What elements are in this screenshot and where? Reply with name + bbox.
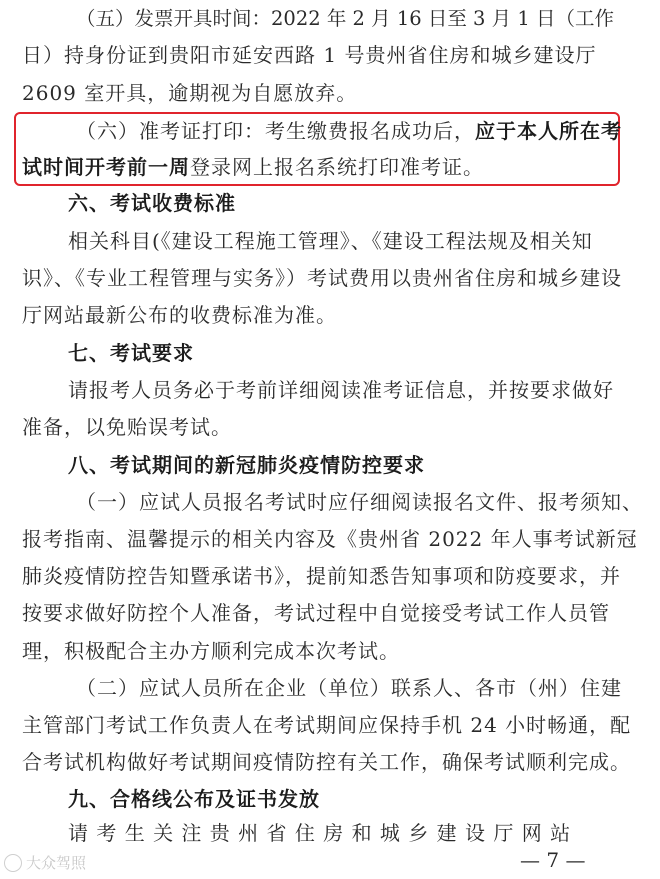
para-6-line-1-bold: 应于本人所在考 (475, 119, 622, 143)
section-7-line-1: 请报考人员务必于考前详细阅读准考证信息，并按要求做好 (68, 378, 614, 402)
watermark-logo-icon (4, 854, 22, 872)
section-8-p2-line-3: 合考试机构做好考试期间疫情防控有关工作，确保考试顺利完成。 (22, 750, 631, 774)
page-number: — 7 — (520, 848, 586, 872)
section-6-heading: 六、考试收费标准 (68, 191, 236, 215)
para-5-line-2: 日）持身份证到贵阳市延安西路 1 号贵州省住房和城乡建设厅 (22, 43, 597, 67)
para-6-line-1 (76, 116, 622, 146)
section-8-p1-line-5: 理，积极配合主办方顺利完成本次考试。 (22, 639, 400, 663)
para-5-line-3: 2609 室开具，逾期视为自愿放弃。 (22, 81, 358, 105)
para-6-line-2-bold: 试时间开考前一周 (22, 155, 190, 179)
section-7-line-2: 准备，以免贻误考试。 (22, 415, 232, 439)
watermark-text: 大众驾照 (26, 854, 87, 872)
section-8-p1-line-1: （一）应试人员报名考试时应仔细阅读报名文件、报考须知、 (76, 490, 643, 514)
section-9-line-1: 请 考 生 关 注 贵 州 省 住 房 和 城 乡 建 设 厅 网 站 (68, 821, 572, 845)
section-8-p2-line-2: 主管部门考试工作负责人在考试期间应保持手机 24 小时畅通，配 (22, 713, 632, 737)
section-8-p1-line-3: 肺炎疫情防控告知暨承诺书》，提前知悉告知事项和防疫要求，并 (22, 564, 621, 588)
para-6-line-2 (22, 152, 484, 182)
para-6-line-1-normal: （六）准考证打印：考生缴费报名成功后， (76, 119, 475, 143)
section-8-heading: 八、考试期间的新冠肺炎疫情防控要求 (68, 453, 425, 477)
section-8-p2-line-1: （二）应试人员所在企业（单位）联系人、各市（州）住建 (76, 676, 622, 700)
section-6-line-3: 厅网站最新公布的收费标准为准。 (22, 303, 337, 327)
section-9-heading: 九、合格线公布及证书发放 (68, 787, 320, 811)
section-6-line-1: 相关科目(《建设工程施工管理》、《建设工程法规及相关知 (68, 229, 593, 253)
watermark (4, 852, 86, 873)
section-8-p1-line-2: 报考指南、温馨提示的相关内容及《贵州省 2022 年人事考试新冠 (22, 527, 638, 551)
para-6-line-2-normal: 登录网上报名系统打印准考证。 (190, 155, 484, 179)
section-8-p1-line-4: 按要求做好防控个人准备，考试过程中自觉接受考试工作人员管 (22, 601, 610, 625)
section-6-line-2: 识》、《专业工程管理与实务》）考试费用以贵州省住房和城乡建设 (22, 266, 622, 290)
section-7-heading: 七、考试要求 (68, 341, 194, 365)
para-5-line-1: （五）发票开具时间：2022 年 2 月 16 日至 3 月 1 日（工作 (76, 7, 614, 30)
